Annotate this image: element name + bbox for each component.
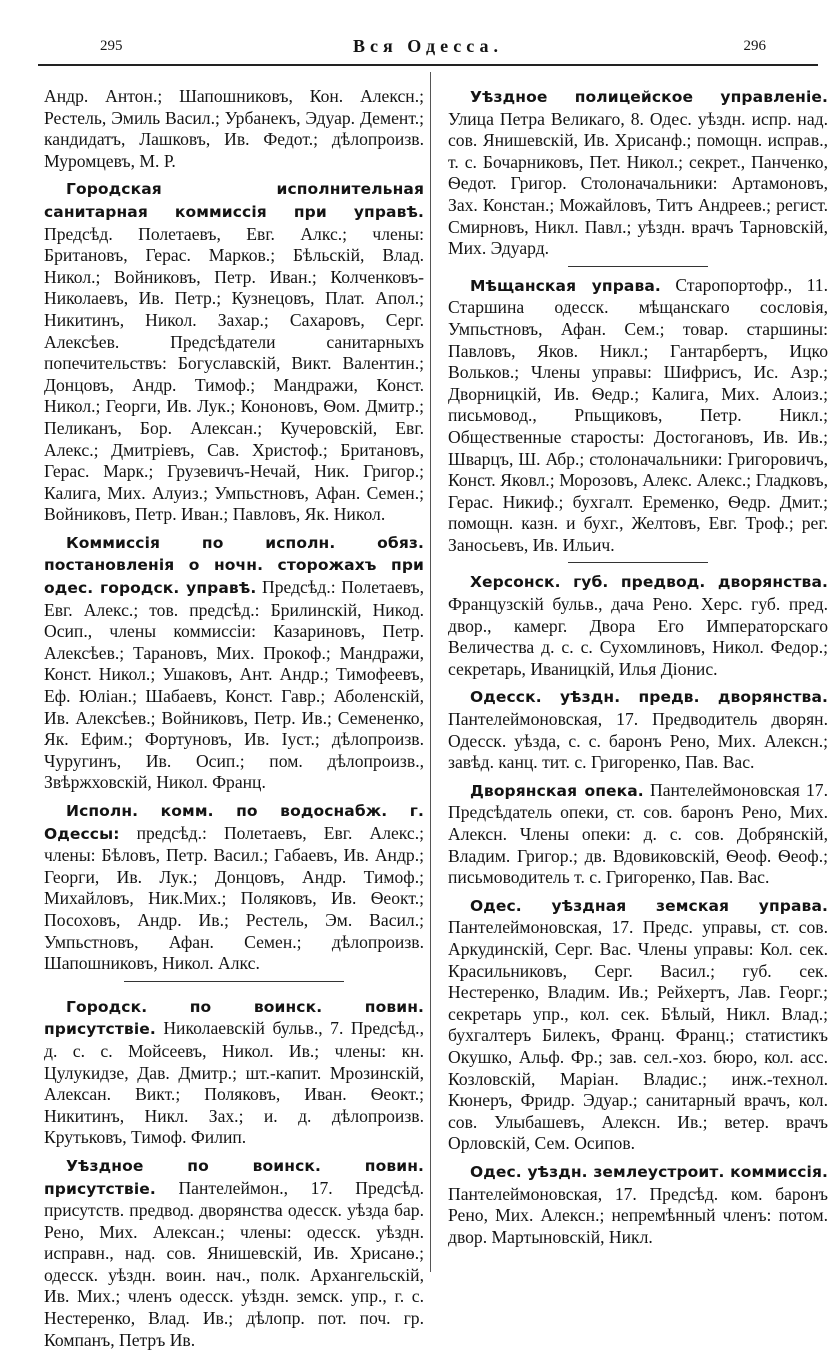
entry-text: предсѣд.: Полетаевъ, Евг. Алекс.; члены: Бѣловъ, Петр. Васил.; Габаевъ, Ив. Андр.; Георги, Ив. Лук.; Донцовъ, Андр. Тимоф.; Михайловъ, Ник.Мих.; Поляковъ, Ив. Ѳеокт.; Посоховъ, Андр. Ив.; Рестель, Эм. Васил.; Умпьстновъ, Афан. Семен.; дѣлопроизв. Шапошниковъ, Никол. Алкс. xyxy=(44,822,424,974)
entry-heading: Городская исполнительная санитарная коммиссія при управѣ. xyxy=(44,180,424,221)
entry-text: Пантелеймоновская, 17. Предводитель дворян. Одесск. уѣзда, с. с. баронъ Рено, Мих. Алексн.; завѣд. канц. тит. с. Григоренко, Пав. Вас. xyxy=(448,709,828,773)
entry-heading: Одесск. уѣздн. предв. дворянства. xyxy=(470,688,828,707)
section-rule xyxy=(568,266,708,267)
entry xyxy=(44,996,424,1149)
entry-text: Пантелеймоновская, 17. Предсѣд. ком. баронъ Рено, Мих. Алексн.; непремѣнный членъ: потом. двор. Мартыновскій, Никл. xyxy=(448,1183,828,1247)
entry-heading: Городск. по воинск. повин. присутствіе. xyxy=(44,997,424,1039)
entry-heading: Коммиссія по исполн. обяз. постановленія о ночн. сторожахъ при одес. городск. управѣ. xyxy=(44,533,424,598)
entry-heading: Херсонск. губ. предвод. дворянства. xyxy=(470,573,828,592)
left-page-number: 295 xyxy=(100,38,123,54)
entry xyxy=(44,1155,424,1351)
entry xyxy=(448,1161,828,1248)
entry xyxy=(448,86,828,260)
entry xyxy=(448,571,828,680)
entry xyxy=(44,178,424,526)
entry xyxy=(448,780,828,889)
entry-text: Пантелеймон., 17. Предсѣд. присутств. предвод. дворянства одесск. уѣзда бар. Рено, Мих. Алексан.; члены: одесск. уѣздн. исправн., над. сов. Янишевскій, Ив. Хрисанѳ.; одесск. уѣздн. воин. нач., полк. Архангельскій, Ив. Мих.; членъ одесск. уѣздн. земск. упр., г. с. Нестеренко, Влад. Ив.; дѣлопр. пот. поч. гр. Компанъ, Петръ Ив. xyxy=(44,1177,425,1350)
entry-text: Пантелеймоновская 17. Предсѣдатель опеки, ст. сов. баронъ Рено, Мих. Алексн. Члены опеки: д. с. сов. Добрянскій, Владим. Григор.; дв. Вдовиковскій, Ѳеоф. Ѳеоф.; письмоводитель т. с. Григоренко, Пав. Вас. xyxy=(448,779,828,888)
right-page-number: 296 xyxy=(743,38,766,54)
entry-heading: Исполн. комм. по водоснабж. г. Одессы: xyxy=(44,802,424,843)
entry-text: Улица Петра Великаго, 8. Одес. уѣздн. испр. над. сов. Янишевскій, Ив. Хрисанф.; помощн. исправ., т. с. Бочарниковъ, Пет. Никол.; секрет., Панченко, Ѳедот. Григор. Столоначальники: Артамоновъ, Зах. Констан.; Можайловъ, Титъ Андреев.; регист. Смирновъ, Никл. Павл.; уѣздн. врачъ Тарновскій, Мих. Эдуард. xyxy=(448,108,828,259)
right-column xyxy=(448,86,828,1254)
entry-heading: Уѣздное полицейское управленіе. xyxy=(470,88,828,106)
page-header xyxy=(38,34,818,66)
entry xyxy=(448,275,828,557)
section-rule xyxy=(568,562,708,563)
entry xyxy=(44,532,424,794)
entry-text: Французскій бульв., дача Рено. Херс. губ. пред. двор., камерг. Двора Его Императорскаго Величества д. с. с. Сухомлиновъ, Никол. Федор.; секретарь, Иваницкій, Илья Діонис. xyxy=(448,594,828,679)
entry-text: Андр. Антон.; Шапошниковъ, Кон. Алексн.; Рестель, Эмиль Васил.; Урбанекъ, Эдуар. Демент.; кандидатъ, Лашковъ, Ив. Федот.; дѣлопроизв. Муромцевъ, М. Р. xyxy=(44,86,424,171)
column-divider xyxy=(430,72,431,1272)
entry-heading: Мѣщанская управа. xyxy=(470,276,661,295)
entry-heading: Уѣздное по воинск. повин. присутствіе. xyxy=(44,1156,424,1198)
entry xyxy=(44,800,424,975)
entry-heading: Одес. уѣздная земская управа. xyxy=(470,896,828,915)
left-column xyxy=(44,86,424,1357)
entry-text: Николаевскій бульв., 7. Предсѣд., д. с. с. Мойсеевъ, Никол. Ив.; члены: кн. Цулукидзе, Дав. Дмитр.; шт.-капит. Мрозинскій, Алексан. Викт.; Поляковъ, Иван. Ѳеокт.; Никитинъ, Никл. Зах.; и. д. дѣлопроизв. Крутьковъ, Тимоф. Филип. xyxy=(44,1018,424,1148)
entry-text: Предсѣд. Полетаевъ, Евг. Алкс.; члены: Британовъ, Герас. Марков.; Бѣльскій, Влад. Никол.; Войниковъ, Петр. Иван.; Колченковъ-Николаевъ, Ив. Петр.; Кузнецовъ, Плат. Апол.; Никитинъ, Никол. Захар.; Сахаровъ, Серг. Алексѣев. Предсѣдатели санитарныхъ попечительствъ: Богуславскій, Викт. Валентин.; Донцовъ, Андр. Тимоф.; Мандражи, Конст. Никол.; Георги, Ив. Лук.; Кононовъ, Ѳом. Дмитр.; Пеликанъ, Бор. Алексан.; Кучеровскій, Евг. Алекс.; Дмитріевъ, Сав. Христоф.; Британовъ, Герас. Марк.; Грузевичъ-Нечай, Ник. Григор.; Калига, Мих. Алуиз.; Умпьстновъ, Афан. Семен.; Войниковъ, Петр. Иван.; Павловъ, Як. Никол. xyxy=(44,223,424,525)
running-title: Вся Одесса. xyxy=(352,36,503,56)
entry-text: Предсѣд.: Полетаевъ, Евг. Алекс.; тов. предсѣд.: Брилинскій, Никод. Осип., члены коммиссіи: Казариновъ, Петр. Алексѣев.; Тарановъ, Мих. Прокоф.; Мандражи, Конст. Никол.; Ушаковъ, Ант. Андр.; Тимофеевъ, Еф. Юліан.; Шабаевъ, Конст. Гавр.; Аболенскій, Ив. Алексѣев.; Войниковъ, Петр. Ив.; Семененко, Як. Ефим.; Фортуновъ, Ив. Іуст.; дѣлопроизв. Чуругинъ, Ив. Осип.; пом. дѣлопроизв., Звѣржховскій, Никол. Франц. xyxy=(44,577,425,793)
section-rule xyxy=(124,981,344,982)
entry-text: Пантелеймоновская, 17. Предс. управы, ст. сов. Аркудинскій, Серг. Вас. Члены управы: Кол. сек. Красильниковъ, Серг. Васил.; губ. сек. Нестеренко, Владим. Ив.; Рейхертъ, Лав. Георг.; секретарь упр., кол. сек. Бѣлый, Никл. Влад.; бухгалтеръ Билекъ, Франц. Франц.; статистикъ Окушко, Альф. Фр.; зав. сел.-хоз. бюро, кол. асс. Козловскій, Маріан. Владис.; инж.-технол. Кюнеръ, Фридр. Эдуар.; санитарный врачъ, кол. сов. Улыбашевъ, Алексн. Ив.; ветер. врачъ Орловскій, Сем. Осипов. xyxy=(448,917,828,1154)
entry-text: Старопортофр., 11. Старшина одесск. мѣщанскаго сословія, Умпьстновъ, Афан. Сем.; товар. старшины: Павловъ, Яков. Никл.; Гантарбертъ, Ицко Вольков.; Члены управы: Шифрисъ, Ис. Азр.; Дворницкій, Ив. Ѳедр.; Калига, Мих. Алоиз.; письмовод., Рпьщиковъ, Петр. Никл.; Общественные старосты: Достогановъ, Ив. Ив.; Шварцъ, Ш. Абр.; столоначальники: Григоровичъ, Конст. Яковл.; Морозовъ, Алекс. Алекс.; Гладковъ, Герас. Никиф.; бухгалт. Еременко, Ѳедр. Дмит.; помощн. казн. и бухг., Желтовъ, Евг. Троф.; рег. Заносьевъ, Ив. Ильич. xyxy=(448,274,828,555)
entry xyxy=(448,895,828,1155)
entry xyxy=(448,686,828,773)
entry xyxy=(44,86,424,172)
entry-heading: Дворянская опека. xyxy=(470,781,644,800)
entry-heading: Одес. уѣздн. землеустроит. коммиссія. xyxy=(470,1162,828,1181)
